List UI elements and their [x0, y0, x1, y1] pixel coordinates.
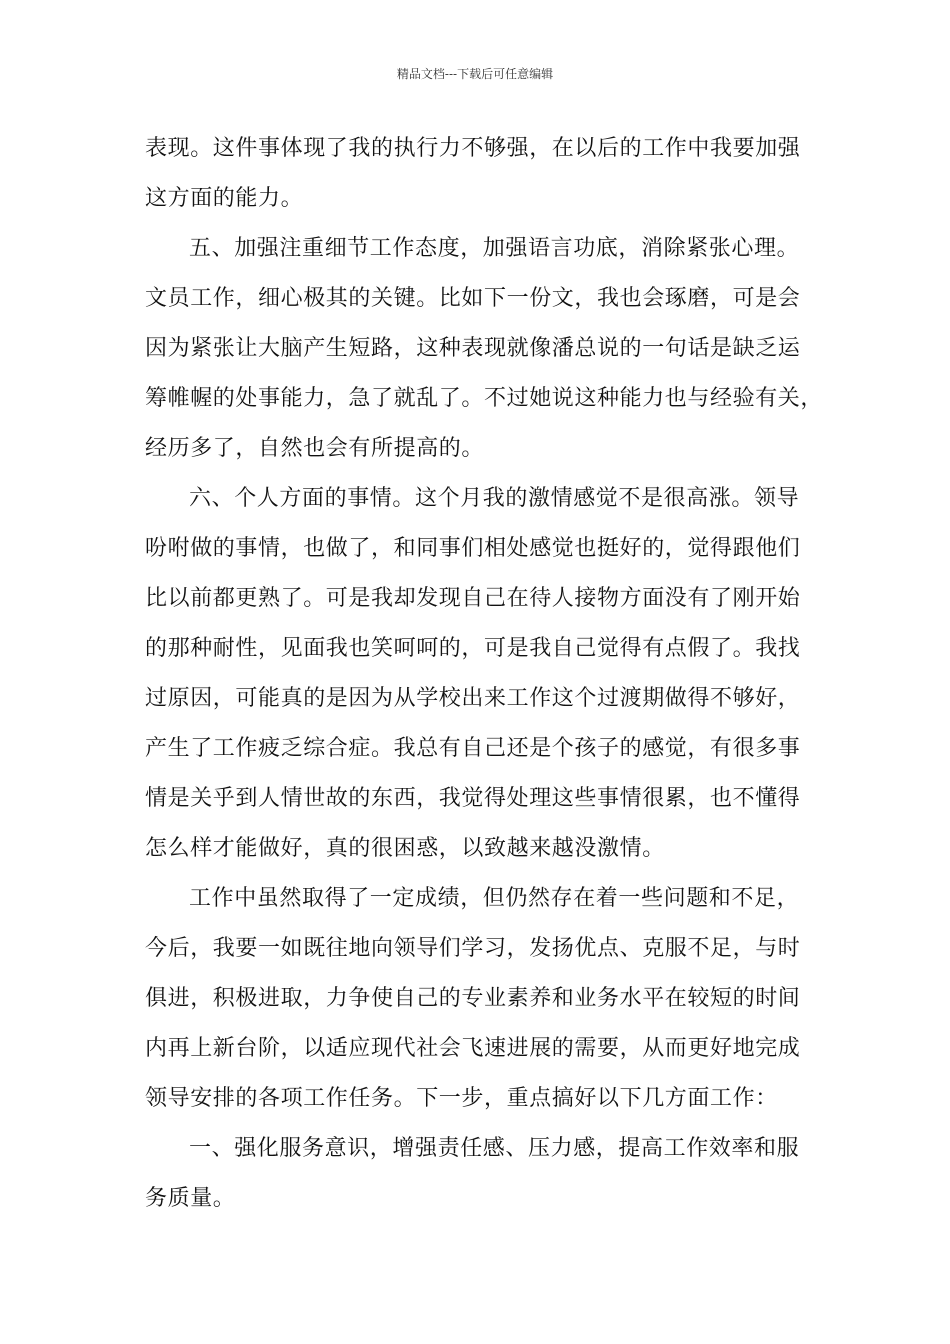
paragraph-start-line: 五、加强注重细节工作态度，加强语言功底，消除紧张心理。 — [189, 236, 800, 261]
document-body — [145, 124, 824, 1224]
text-line: 产生了工作疲乏综合症。我总有自己还是个孩子的感觉，有很多事 — [145, 736, 801, 761]
text-line: 的那种耐性，见面我也笑呵呵的，可是我自己觉得有点假了。我找 — [145, 636, 801, 661]
paragraph-start-line: 一、强化服务意识，增强责任感、压力感，提高工作效率和服 — [189, 1136, 800, 1161]
text-line: 经历多了，自然也会有所提高的。 — [145, 436, 485, 461]
text-line: 这方面的能力。 — [145, 186, 304, 211]
paragraph-start-line: 六、个人方面的事情。这个月我的激情感觉不是很高涨。领导 — [189, 486, 800, 511]
text-line: 表现。这件事体现了我的执行力不够强，在以后的工作中我要加强 — [145, 136, 801, 161]
text-line: 今后，我要一如既往地向领导们学习，发扬优点、克服不足，与时 — [145, 936, 801, 961]
text-line: 俱进，积极进取，力争使自己的专业素养和业务水平在较短的时间 — [145, 986, 801, 1011]
text-line: 比以前都更熟了。可是我却发现自己在待人接物方面没有了刚开始 — [145, 586, 801, 611]
page-header: 精品文档---下载后可任意编辑 — [396, 67, 554, 81]
text-line: 领导安排的各项工作任务。下一步，重点搞好以下几方面工作： — [145, 1086, 778, 1111]
text-line: 筹帷幄的处事能力，急了就乱了。不过她说这种能力也与经验有关， — [145, 386, 824, 411]
text-line: 务质量。 — [145, 1186, 236, 1211]
text-line: 情是关乎到人情世故的东西，我觉得处理这些事情很累，也不懂得 — [145, 786, 801, 811]
text-line: 吩咐做的事情，也做了，和同事们相处感觉也挺好的，觉得跟他们 — [145, 536, 801, 561]
text-line: 文员工作，细心极其的关键。比如下一份文，我也会琢磨，可是会 — [145, 286, 801, 311]
text-line: 因为紧张让大脑产生短路，这种表现就像潘总说的一句话是缺乏运 — [145, 336, 801, 361]
paragraph-start-line: 工作中虽然取得了一定成绩，但仍然存在着一些问题和不足， — [189, 886, 800, 911]
text-line: 怎么样才能做好，真的很困惑，以致越来越没激情。 — [145, 836, 665, 861]
text-line: 过原因，可能真的是因为从学校出来工作这个过渡期做得不够好， — [145, 686, 801, 711]
text-line: 内再上新台阶，以适应现代社会飞速进展的需要，从而更好地完成 — [145, 1036, 801, 1061]
